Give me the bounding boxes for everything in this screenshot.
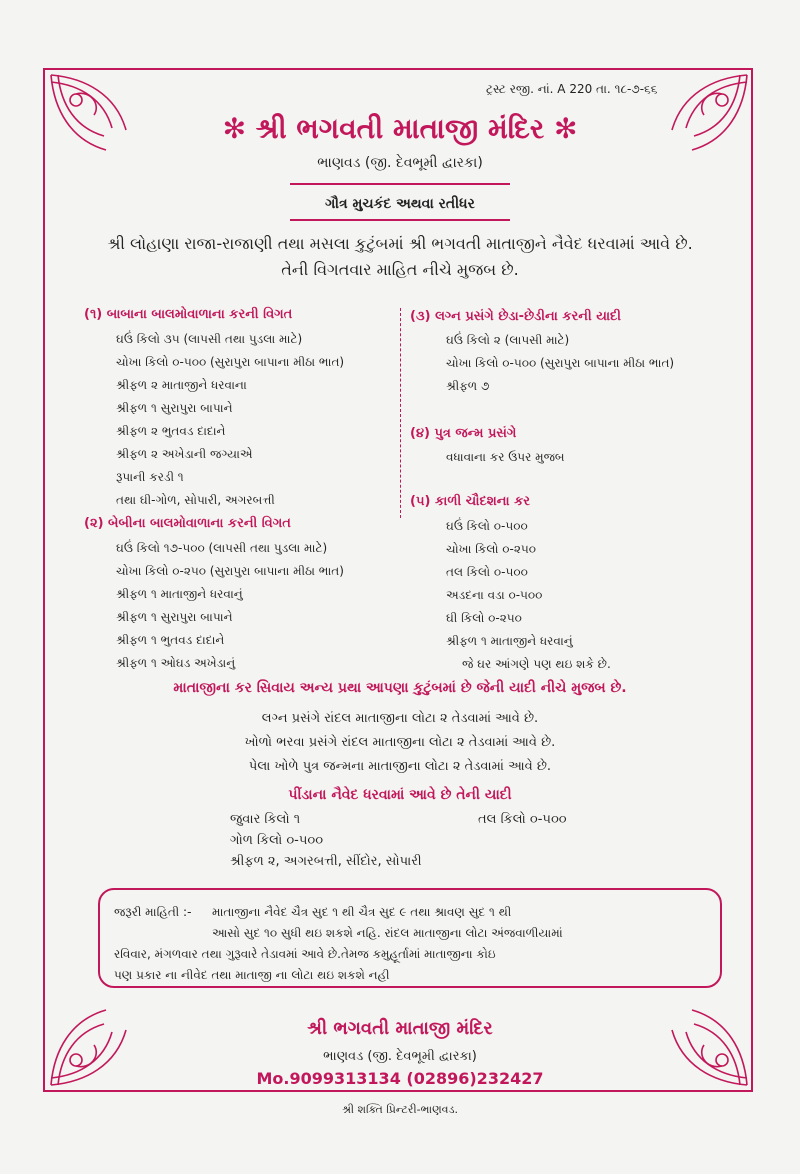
list-item: ચોખા કિલો ૦-૨૫૦ — [446, 542, 536, 556]
section-1-heading: (૧) બાબાના બાલમોવાળાના કરની વિગત — [84, 307, 293, 322]
list-item: ચોખા કિલો ૦-૨૫૦ (સુરાપુરા બાપાના મીઠા ભાત) — [116, 564, 344, 578]
column-divider — [400, 308, 401, 518]
list-item: શ્રીફળ ૧ સુરાપુરા બાપાને — [116, 610, 233, 624]
list-item: રૂપાની કરડી ૧ — [116, 470, 184, 484]
section-5-heading: (૫) કાળી ચૌદશના કર — [410, 494, 531, 509]
other-customs-heading: માતાજીના કર સિવાય અન્ય પ્રથા આપણા કુટુંબમાં છે જેની યાદી નીચે મુજબ છે. — [173, 680, 627, 696]
intro-line-2: તેની વિગતવાર માહિત નીચે મુજબ છે. — [281, 260, 519, 279]
list-item: શ્રીફળ ૧ માતાજીને ધરવાનું — [446, 634, 573, 648]
other-customs-line: પેલા ખોળે પુત્ર જન્મના માતાજીના લોટા ૨ તેડવામાં આવે છે. — [248, 759, 552, 774]
note-line: માતાજીના નૈવેદ ચૈત્ર સુદ ૧ થી ચૈત્ર સુદ ૯ તથા શ્રાવણ સુદ ૧ થી — [212, 905, 512, 919]
list-item: શ્રીફળ ૭ — [446, 379, 490, 393]
list-item: ઘઉં કિલો ૦-૫૦૦ — [446, 519, 528, 533]
gotra-divider — [290, 219, 510, 221]
list-item: અડદના વડા ૦-૫૦૦ — [446, 588, 543, 602]
footer-phone: Mo.9099313134 (02896)232427 — [256, 1069, 544, 1088]
footer-address: ભાણવડ (જી. દેવભૂમી દ્વારકા) — [323, 1049, 477, 1064]
list-item: શ્રીફળ ૧ સુરાપુરા બાપાને — [116, 401, 233, 415]
list-item: ચોખા કિલો ૦-૫૦૦ (સુરાપુરા બાપાના મીઠા ભાત) — [116, 355, 345, 369]
printer-credit: શ્રી શક્તિ પ્રિન્ટરી-ભાણવડ. — [341, 1103, 459, 1116]
list-item: તથા ઘી-ગોળ, સોપારી, અગરબત્તી — [116, 493, 275, 507]
list-item: તલ કિલો ૦-૫૦૦ — [446, 565, 528, 579]
header-divider — [290, 183, 510, 185]
intro-line-1: શ્રી લોહાણા રાજા-રાજાણી તથા મસલા કુટુંબમાં શ્રી ભગવતી માતાજીને નૈવેદ ધરવામાં આવે છે. — [107, 234, 693, 253]
note-line: રવિવાર, મંગળવાર તથા ગુરૂવારે તેડાવમાં આવે છે.તેમજ કમુહૂર્તામાં માતાજીના કોઇ — [114, 947, 496, 961]
note-line: આસો સુદ ૧૦ સુધી થઇ શકશે નહિ. રાંદલ માતાજીના લોટા અંજવાળીયામાં — [212, 926, 563, 940]
other-customs-line: લગ્ન પ્રસંગે રાંદલ માતાજીના લોટા ૨ તેડવામાં આવે છે. — [261, 711, 539, 726]
note-line: પણ પ્રકાર ના નીવેદ તથા માતાજી ના લોટા થઇ શકશે નહી — [114, 968, 390, 982]
list-item: શ્રીફળ ૧ ઓઘડ અખેડાનું — [116, 656, 236, 670]
list-item: શ્રીફળ ૨ માતાજીને ધરવાના — [116, 378, 247, 392]
prasad-item: તલ કિલો ૦-૫૦૦ — [478, 812, 567, 827]
list-item: ઘઉં કિલો ૨ (લાપસી માટે) — [446, 333, 570, 347]
prasad-heading: પીંડાના નૈવેદ ધરવામાં આવે છે તેની યાદી — [288, 787, 512, 803]
footer-title: શ્રી ભગવતી માતાજી મંદિર — [307, 1018, 493, 1039]
section-2-heading: (૨) બેબીના બાલમોવાળાના કરની વિગત — [84, 516, 291, 531]
section-4-heading: (૪) પુત્ર જન્મ પ્રસંગે — [410, 426, 517, 441]
list-item: વધાવાના કર ઉપર મુજબ — [446, 450, 565, 464]
list-item: ઘી કિલો ૦-૨૫૦ — [446, 611, 522, 625]
prasad-item: ગોળ કિલો ૦-૫૦૦ — [230, 833, 324, 848]
list-item: ઘઉં કિલો ૩૫ (લાપસી તથા પુડલા માટે) — [116, 332, 303, 346]
list-item: શ્રીફળ ૨ અખેડાની જગ્યાએ — [116, 447, 253, 461]
prasad-item: જુવાર કિલો ૧ — [230, 812, 301, 827]
temple-address: ભાણવડ (જી. દેવભૂમી દ્વારકા) — [317, 155, 483, 171]
list-item: શ્રીફળ ૧ માતાજીને ધરવાનું — [116, 587, 243, 601]
prasad-item: શ્રીફળ ૨, અગરબત્તી, સીંદોર, સોપારી — [230, 854, 422, 869]
temple-title: ✻ શ્રી ભગવતી માતાજી મંદિર ✻ — [222, 112, 578, 145]
note-label: જરૂરી માહિતી :- — [114, 905, 192, 919]
list-item: શ્રીફળ ૨ ભુતવડ દાદાને — [116, 424, 226, 438]
trust-registration: ટ્રસ્ટ રજી. નાં. A 220 તા. ૧૮-૭-૬૬ — [486, 82, 658, 96]
section-3-heading: (૩) લગ્ન પ્રસંગે છેડા-છેડીના કરની યાદી — [410, 309, 622, 324]
list-item: ચોખા કિલો ૦-૫૦૦ (સુરાપુરા બાપાના મીઠા ભાત) — [446, 356, 675, 370]
list-item: જે ઘર આંગણે પણ થઇ શકે છે. — [462, 657, 611, 671]
list-item: શ્રીફળ ૧ ભુતવડ દાદાને — [116, 633, 225, 647]
list-item: ઘઉં કિલો ૧૭-૫૦૦ (લાપસી તથા પુડલા માટે) — [116, 541, 328, 555]
gotra-line: ગૌત્ર મુચકંદ અથવા રતીધર — [325, 196, 475, 212]
other-customs-line: ખોળો ભરવા પ્રસંગે રાંદલ માતાજીના લોટા ૨ તેડવામાં આવે છે. — [244, 735, 556, 750]
